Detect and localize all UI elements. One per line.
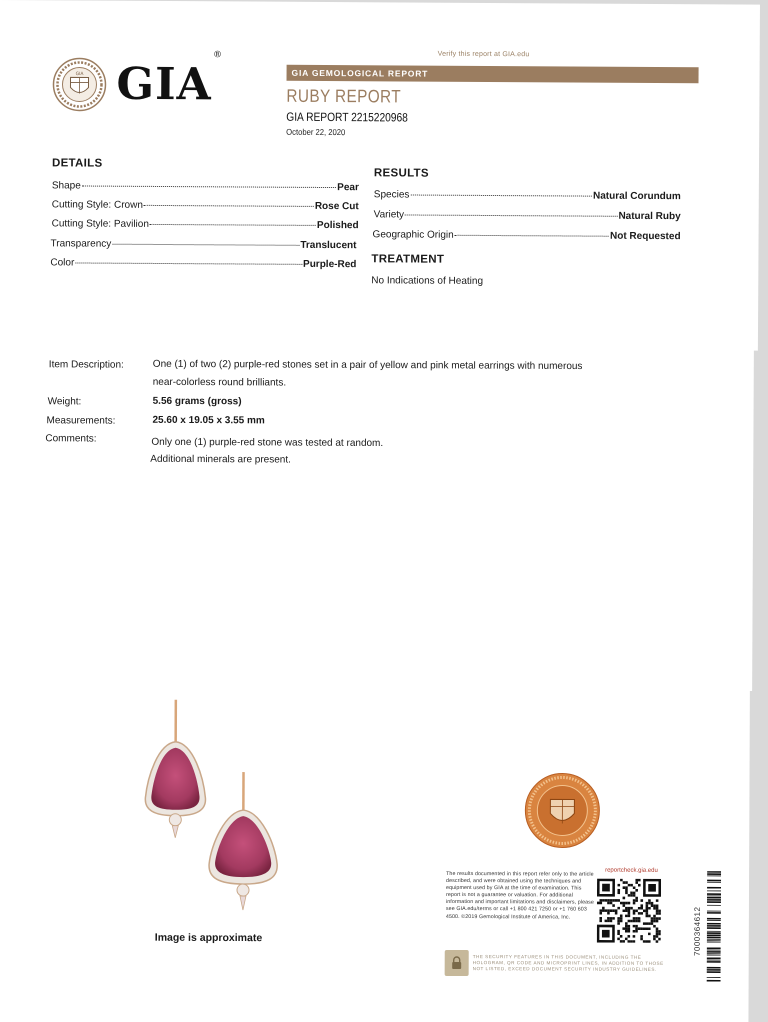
qr-label: reportcheck.gia.edu <box>605 867 658 874</box>
results-label: Geographic Origin <box>372 229 454 241</box>
lock-hologram-icon <box>445 950 469 976</box>
weight-label: Weight: <box>47 396 82 408</box>
details-value: Translucent <box>300 239 357 252</box>
image-caption: Image is approximate <box>154 931 263 945</box>
gia-seal-icon <box>52 57 106 111</box>
disclaimer-text: The results documented in this report refer only to the article described, and were obtained using the techniques and equipment used by GIA at the time of examination. This report is not a guarantee or valuation. For additional information and important limitations and disclaimers, please see GIA.edu/terms or call +1 800 421 7250 or +1 760 603 4500. ©2019 Gemological Institute of America, Inc. <box>445 870 594 921</box>
results-row-species <box>374 189 681 205</box>
leader-dots <box>144 205 314 207</box>
report-header-panel <box>0 0 760 351</box>
diamond-drop <box>237 884 249 896</box>
details-value: Purple-Red <box>303 258 357 271</box>
measurements-value: 25.60 x 19.05 x 3.55 mm <box>152 414 265 427</box>
comments-label: Comments: <box>45 433 97 445</box>
comments-line-2: Additional minerals are present. <box>150 453 291 466</box>
details-row-crown <box>52 199 359 215</box>
leader-dots <box>405 214 617 216</box>
details-label: Cutting Style: Crown <box>51 199 143 211</box>
details-row-color <box>50 257 356 273</box>
report-date: October 22, 2020 <box>286 126 346 138</box>
weight-value: 5.56 grams (gross) <box>152 395 242 408</box>
report-band: GIA GEMOLOGICAL REPORT <box>287 65 699 84</box>
comments-line-1: Only one (1) purple-red stone was tested at random. <box>151 436 384 450</box>
results-title: RESULTS <box>373 167 429 180</box>
results-value: Natural Ruby <box>618 210 681 223</box>
gia-logo <box>116 50 223 111</box>
treatment-text: No Indications of Heating <box>371 275 484 287</box>
description-line-2: near-colorless round brilliants. <box>152 376 287 389</box>
results-value: Not Requested <box>609 230 681 243</box>
earrings-photo <box>139 698 280 919</box>
leader-dots <box>82 186 336 189</box>
details-value: Polished <box>316 219 359 232</box>
details-label: Shape <box>51 180 81 192</box>
measurements-label: Measurements: <box>46 415 116 427</box>
verify-text: Verify this report at GIA.edu <box>437 50 530 59</box>
logo-text: GIA <box>116 58 212 111</box>
details-row-shape <box>52 180 359 196</box>
report-type: RUBY REPORT <box>286 85 402 107</box>
logo-trademark: ® <box>212 50 223 61</box>
barcode-number: 7000364612 <box>692 906 702 957</box>
qr-code[interactable] <box>597 879 661 943</box>
description-line-1: One (1) of two (2) purple-red stones set in a pair of yellow and pink metal earrings with numerous <box>152 358 583 373</box>
details-label: Transparency <box>50 238 112 250</box>
details-label: Color <box>50 257 75 269</box>
leader-dots <box>410 195 592 197</box>
image-panel <box>0 663 750 1022</box>
details-label: Cutting Style: Pavilion <box>51 218 149 230</box>
diamond-drop <box>169 814 181 826</box>
treatment-title: TREATMENT <box>371 253 445 266</box>
gia-gold-seal-icon <box>523 771 601 849</box>
description-label: Item Description: <box>48 359 124 371</box>
report-number: GIA REPORT 2215220968 <box>286 109 408 125</box>
details-row-pavilion <box>52 218 359 234</box>
security-text: THE SECURITY FEATURES IN THIS DOCUMENT, INCLUDING THE HOLOGRAM, QR CODE AND MICROPRINT LINES, IN ADDITION TO THOSE NOT LISTED, EXCEED DOCUMENT SECURITY INDUSTRY GUIDELINES. <box>472 954 664 973</box>
leader-dots <box>150 224 316 226</box>
results-row-variety <box>374 209 681 225</box>
details-value: Pear <box>337 182 359 194</box>
seal-text: GIA <box>75 71 84 78</box>
leader-dots <box>75 262 302 264</box>
details-title: DETAILS <box>51 157 103 170</box>
item-description-panel <box>0 327 754 691</box>
results-label: Variety <box>373 209 405 221</box>
leader-dots <box>112 244 299 246</box>
leader-dots <box>455 235 609 237</box>
details-value: Rose Cut <box>314 200 359 213</box>
results-value: Natural Corundum <box>592 190 681 203</box>
results-label: Species <box>373 189 410 201</box>
barcode <box>707 871 721 983</box>
results-row-origin <box>373 229 681 245</box>
details-row-transparency <box>50 238 356 254</box>
